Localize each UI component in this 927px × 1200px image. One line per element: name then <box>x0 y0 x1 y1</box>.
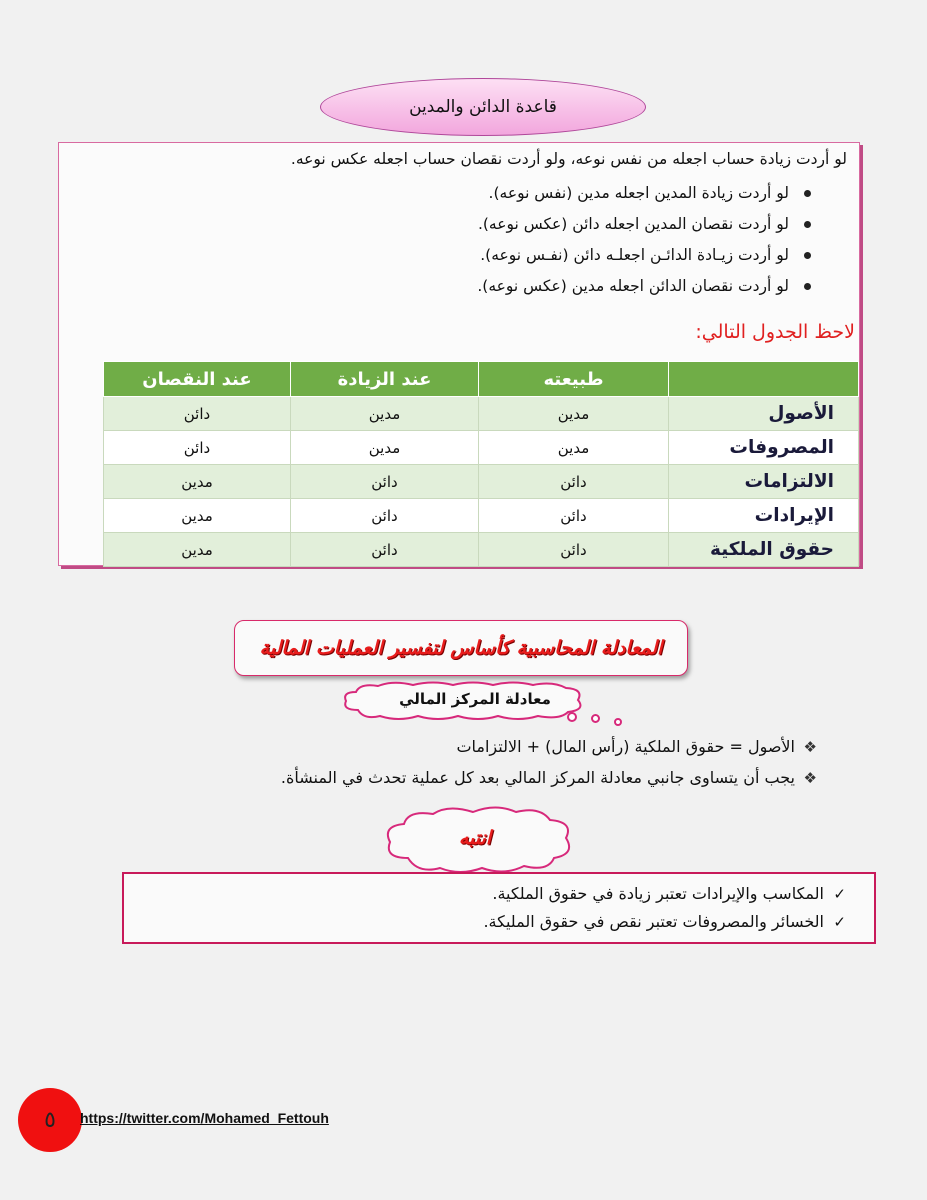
list-item <box>281 767 817 798</box>
table-row <box>104 431 859 465</box>
table-row <box>104 533 859 567</box>
table-cell: دائن <box>479 499 669 533</box>
check-icon: ✓ <box>833 885 846 903</box>
table-header: عند الزيادة <box>291 362 479 397</box>
table-row <box>104 499 859 533</box>
list-item <box>281 736 817 767</box>
table-header <box>669 362 859 397</box>
table-cell: المصروفات <box>669 431 859 465</box>
equation-banner-text: المعادلة المحاسبية كأساس لتفسير العمليات المالية <box>259 637 663 659</box>
attention-label: انتبه <box>458 827 492 849</box>
rules-table <box>103 361 859 567</box>
table-cell: دائن <box>479 465 669 499</box>
diamond-bullet-icon: ❖ <box>803 769 817 787</box>
table-cell: دائن <box>291 465 479 499</box>
twitter-link[interactable]: https://twitter.com/Mohamed_Fettouh <box>80 1110 329 1126</box>
rule-intro: لو أردت زيادة حساب اجعله من نفس نوعه، ولو أردت نقصان حساب اجعله عكس نوعه. <box>290 150 847 168</box>
table-cell: دائن <box>479 533 669 567</box>
table-cell: مدين <box>104 499 291 533</box>
table-row <box>104 465 859 499</box>
cloud-dot <box>614 718 622 726</box>
page-number: ٥ <box>18 1088 82 1152</box>
list-item: لو أردت نقصان المدين اجعله دائن (عكس نوعه). <box>477 210 811 241</box>
rule-box <box>58 142 860 566</box>
table-header: عند النقصان <box>104 362 291 397</box>
section-title-text: قاعدة الدائن والمدين <box>409 97 557 117</box>
table-cell: مدين <box>291 397 479 431</box>
table-cell: الالتزامات <box>669 465 859 499</box>
table-cell: مدين <box>479 431 669 465</box>
table-cell: الأصول <box>669 397 859 431</box>
table-cell: دائن <box>104 397 291 431</box>
list-item-text: الأصول = حقوق الملكية (رأس المال) + الالتزامات <box>456 737 795 756</box>
cloud-dot <box>567 712 577 722</box>
table-cell: مدين <box>104 533 291 567</box>
diamond-bullet-icon: ❖ <box>803 738 817 756</box>
list-item <box>483 882 846 910</box>
list-item-text: يجب أن يتساوى جانبي معادلة المركز المالي بعد كل عملية تحدث في المنشأة. <box>280 768 795 787</box>
list-item: لو أردت زيادة المدين اجعله مدين (نفس نوعه). <box>477 179 811 210</box>
table-label: لاحظ الجدول التالي: <box>695 321 855 343</box>
equation-list <box>281 736 817 798</box>
table-row <box>104 397 859 431</box>
table-header: طبيعته <box>479 362 669 397</box>
table-header-row <box>104 362 859 397</box>
check-icon: ✓ <box>833 913 846 931</box>
table-cell: مدين <box>104 465 291 499</box>
list-item-text: المكاسب والإيرادات تعتبر زيادة في حقوق الملكية. <box>492 884 824 903</box>
list-item <box>483 910 846 938</box>
table-cell: الإيرادات <box>669 499 859 533</box>
list-item: لو أردت زيـادة الدائـن اجعلـه دائن (نفـس نوعه). <box>477 241 811 272</box>
table-cell: حقوق الملكية <box>669 533 859 567</box>
attention-list <box>483 882 846 938</box>
attention-box <box>122 872 876 944</box>
equation-banner <box>234 620 688 676</box>
table-cell: مدين <box>479 397 669 431</box>
table-cell: دائن <box>104 431 291 465</box>
table-cell: دائن <box>291 533 479 567</box>
table-cell: دائن <box>291 499 479 533</box>
list-item: لو أردت نقصان الدائن اجعله مدين (عكس نوعه). <box>477 272 811 303</box>
cloud-label: معادلة المركز المالي <box>399 690 551 708</box>
list-item-text: الخسائر والمصروفات تعتبر نقص في حقوق المليكة. <box>483 912 824 931</box>
section-title <box>320 78 646 136</box>
table-cell: مدين <box>291 431 479 465</box>
cloud-dot <box>591 714 600 723</box>
rule-list <box>477 179 811 303</box>
